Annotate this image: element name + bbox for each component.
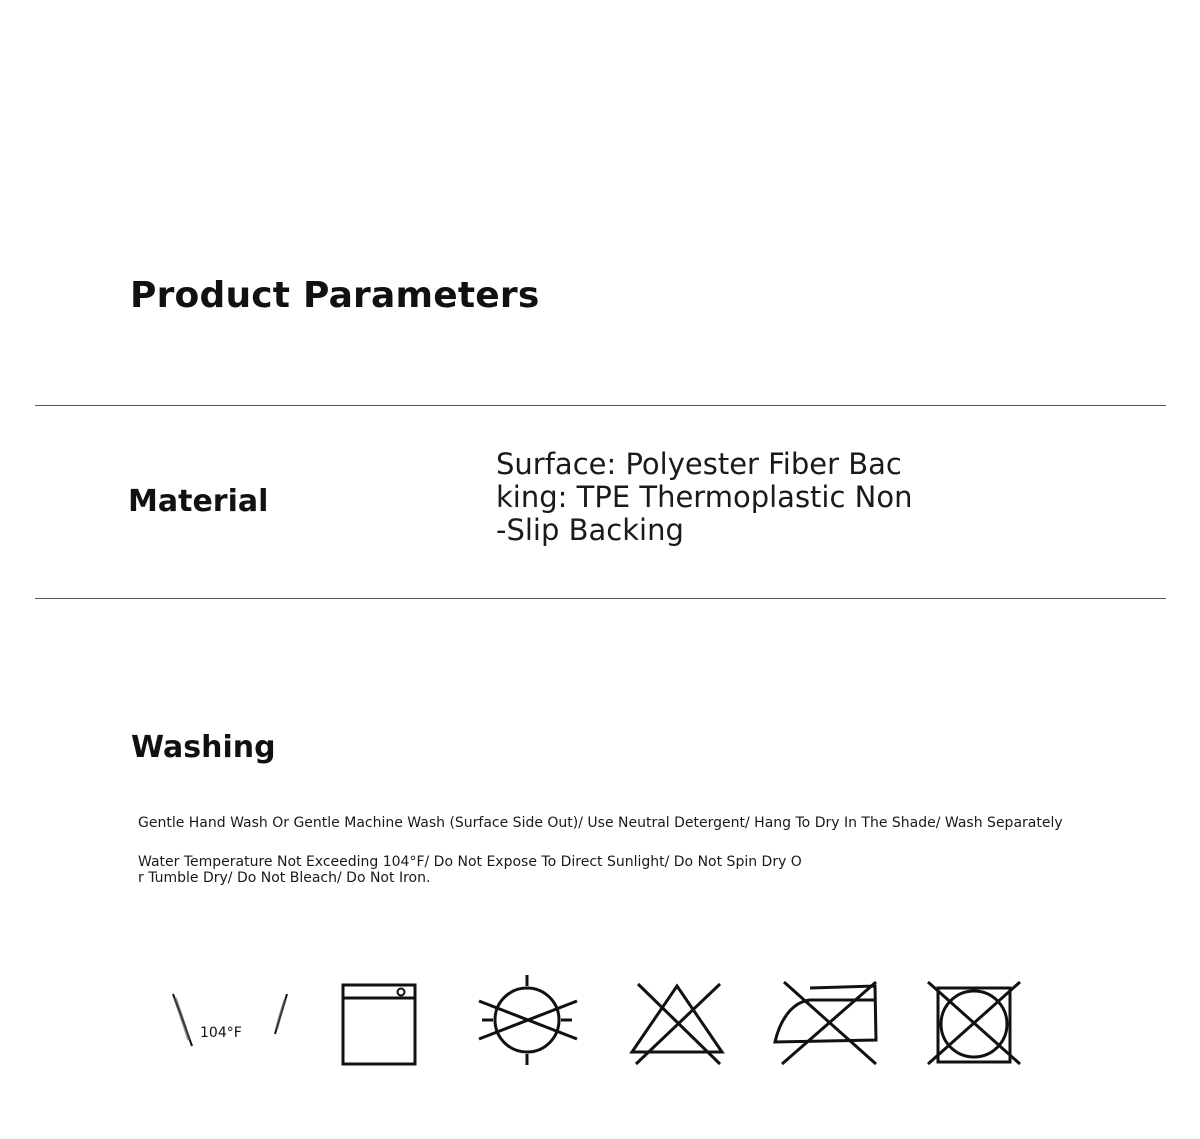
washing-instructions-line1: Gentle Hand Wash Or Gentle Machine Wash (Surface Side Out)/ Use Neutral Detergent/ Hang To Dry In The Shade/ Wash Separately <box>138 815 1063 831</box>
divider-bottom <box>35 598 1166 599</box>
machine-wash-icon <box>340 982 420 1068</box>
material-value: Surface: Polyester Fiber Backing: TPE Thermoplastic Non-Slip Backing <box>496 447 913 547</box>
page-title: Product Parameters <box>130 275 540 316</box>
washing-instructions-line2: Water Temperature Not Exceeding 104°F/ Do Not Expose To Direct Sunlight/ Do Not Spin Dry Or Tumble Dry/ Do Not Bleach/ Do Not Iron. <box>138 854 802 886</box>
divider-top <box>35 405 1166 406</box>
washing-label: Washing <box>131 730 276 765</box>
no-iron-icon <box>772 980 882 1068</box>
temperature-icon <box>165 990 295 1052</box>
material-label: Material <box>128 484 269 519</box>
temperature-label: 104°F <box>200 1025 242 1041</box>
no-bleach-icon <box>628 980 726 1068</box>
no-tumble-dry-icon <box>926 980 1024 1068</box>
no-sun-dry-icon <box>475 973 579 1067</box>
